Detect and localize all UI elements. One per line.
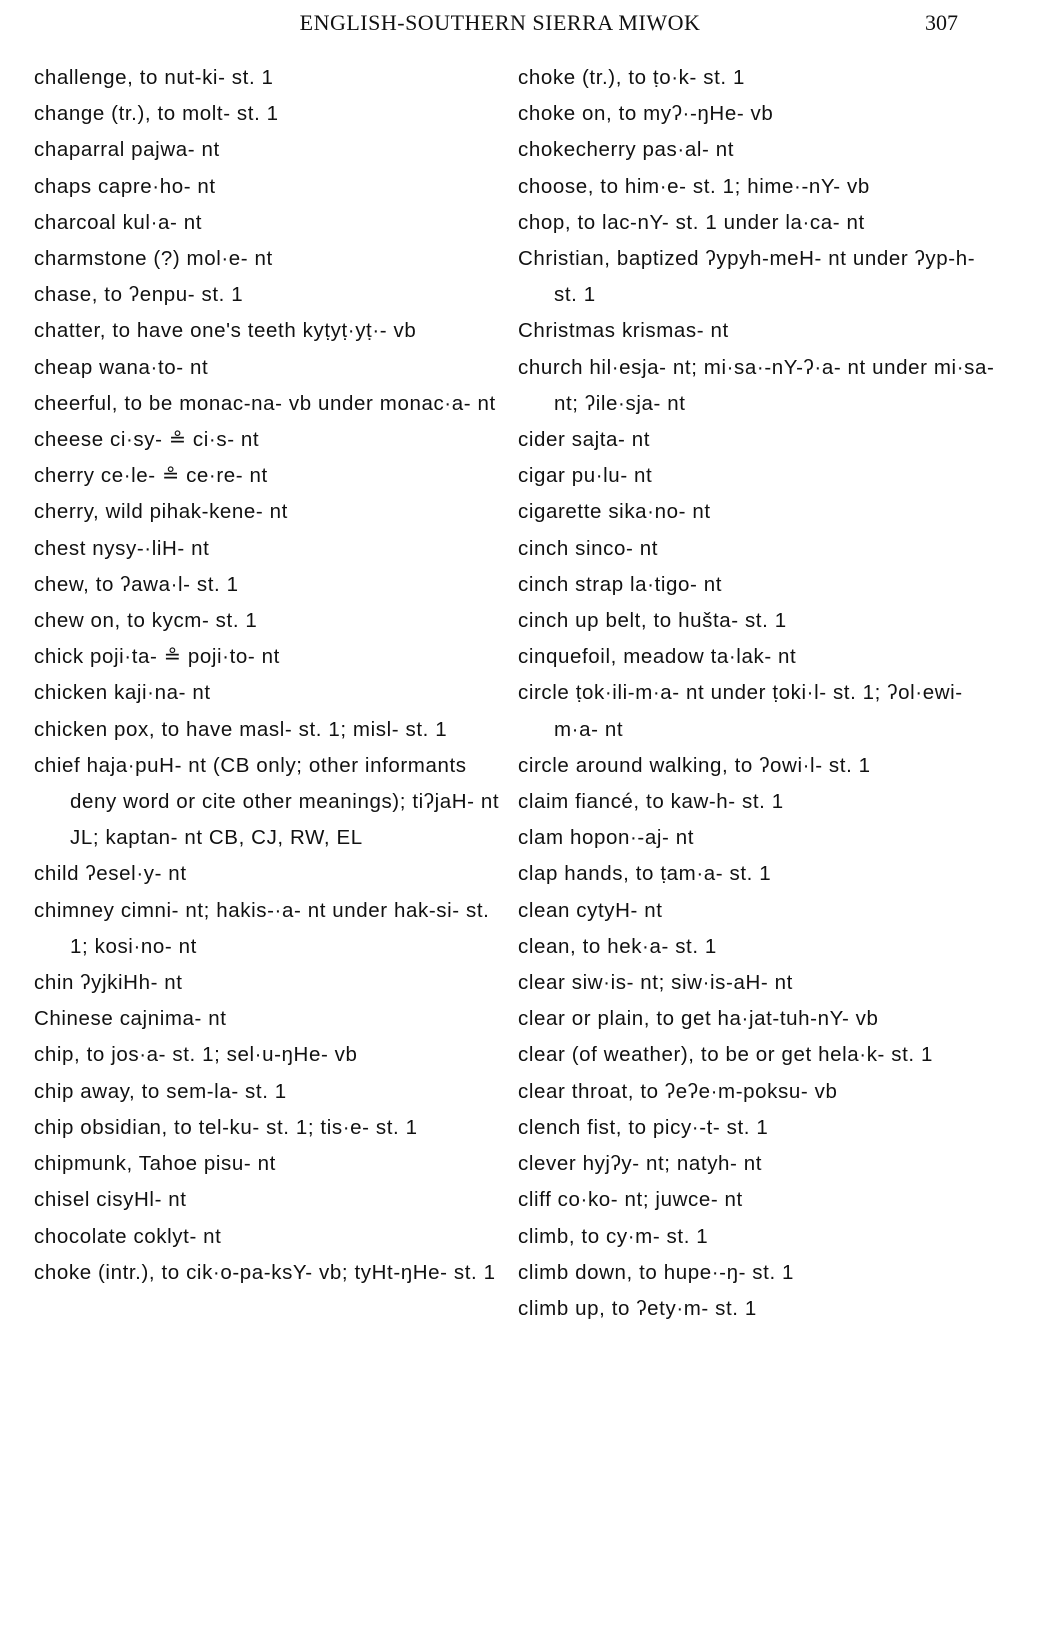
dictionary-entry: chop, to lac-nY- st. 1 under la·ca- nt xyxy=(518,210,865,234)
dictionary-entry: clear siw·is- nt; siw·is-aH- nt xyxy=(518,971,793,995)
dictionary-entry: clean, to hek·a- st. 1 xyxy=(518,934,717,958)
dictionary-entry: choke on, to myʔ·-ŋHe- vb xyxy=(518,102,774,126)
page-header xyxy=(0,8,1048,38)
dictionary-entry: climb down, to hupe·-ŋ- st. 1 xyxy=(518,1260,795,1284)
dictionary-entry: cinch up belt, to hušta- st. 1 xyxy=(518,609,787,633)
dictionary-entry: choke (tr.), to ṭo·k- st. 1 xyxy=(518,66,745,89)
left-column xyxy=(34,60,504,1291)
dictionary-entry: cheese ci·sy- ≗ ci·s- nt xyxy=(34,428,260,452)
dictionary-entry: clear (of weather), to be or get hela·k- st. 1 xyxy=(518,1043,933,1067)
dictionary-entry: chew, to ʔawa·l- st. 1 xyxy=(34,572,239,596)
page-number: 307 xyxy=(925,10,958,35)
dictionary-entry: chew on, to kycm- st. 1 xyxy=(34,609,258,633)
dictionary-entry: climb, to cy·m- st. 1 xyxy=(518,1224,709,1248)
dictionary-entry: church hil·esja- nt; mi·sa·-nY-ʔ·a- nt under mi·sa- nt; ʔile·sja- nt xyxy=(518,355,995,415)
dictionary-entry: Christian, baptized ʔypyh-meH- nt under ʔyp-h- st. 1 xyxy=(518,247,976,307)
dictionary-entry: clench fist, to picy·-t- st. 1 xyxy=(518,1115,769,1139)
dictionary-entry: change (tr.), to molt- st. 1 xyxy=(34,102,279,126)
dictionary-entry: cinch sinco- nt xyxy=(518,536,659,560)
dictionary-entry: chase, to ʔenpu- st. 1 xyxy=(34,283,244,307)
dictionary-entry: cinquefoil, meadow ta·lak- nt xyxy=(518,645,797,669)
dictionary-entry: cheap wana·to- nt xyxy=(34,355,209,379)
dictionary-entry: chipmunk, Tahoe pisu- nt xyxy=(34,1152,276,1176)
dictionary-entry: chip obsidian, to tel-ku- st. 1; tis·e- st. 1 xyxy=(34,1115,418,1139)
dictionary-entry: chaparral pajwa- nt xyxy=(34,138,220,162)
dictionary-entry: chip, to jos·a- st. 1; sel·u-ŋHe- vb xyxy=(34,1043,358,1067)
dictionary-entry: charmstone (?) mol·e- nt xyxy=(34,247,273,271)
dictionary-entry: choke (intr.), to cik·o-pa-ksY- vb; tyHt-ŋHe- st. 1 xyxy=(34,1260,496,1284)
dictionary-entry: cherry ce·le- ≗ ce·re- nt xyxy=(34,464,268,488)
dictionary-entry: chocolate coklyt- nt xyxy=(34,1224,222,1248)
dictionary-entry: clam hopon·-aj- nt xyxy=(518,826,695,850)
dictionary-entry: Christmas krismas- nt xyxy=(518,319,729,343)
dictionary-entry: choose, to him·e- st. 1; hime·-nY- vb xyxy=(518,174,870,198)
dictionary-entry: clever hyjʔy- nt; natyh- nt xyxy=(518,1152,763,1176)
dictionary-entry: chip away, to sem-la- st. 1 xyxy=(34,1079,287,1103)
dictionary-entry: chimney cimni- nt; hakis-·a- nt under hak-si- st. 1; kosi·no- nt xyxy=(34,898,490,958)
dictionary-entry: circle ṭok·ili-m·a- nt under ṭoki·l- st. 1; ʔol·ewi-m·a- nt xyxy=(518,681,963,741)
dictionary-entry: chest nysy-·liH- nt xyxy=(34,536,210,560)
dictionary-entry: cliff co·ko- nt; juwce- nt xyxy=(518,1188,743,1212)
dictionary-entry: challenge, to nut-ki- st. 1 xyxy=(34,66,274,89)
dictionary-entry: chick poji·ta- ≗ poji·to- nt xyxy=(34,645,280,669)
dictionary-entry: cigarette sika·no- nt xyxy=(518,500,711,524)
dictionary-entry: charcoal kul·a- nt xyxy=(34,210,203,234)
right-column xyxy=(518,60,998,1327)
dictionary-entry: cider sajta- nt xyxy=(518,428,651,452)
dictionary-entry: chief haja·puH- nt (CB only; other informants deny word or cite other meanings); tiʔjaH- nt JL; kaptan- nt CB, CJ, RW, EL xyxy=(34,753,500,850)
dictionary-entry: child ʔesel·y- nt xyxy=(34,862,187,886)
dictionary-entry: chicken pox, to have masl- st. 1; misl- st. 1 xyxy=(34,717,448,741)
dictionary-entry: cherry, wild pihak-kene- nt xyxy=(34,500,288,524)
dictionary-entry: clean cytyH- nt xyxy=(518,898,663,922)
running-title: ENGLISH-SOUTHERN SIERRA MIWOK xyxy=(299,10,701,35)
dictionary-entry: clear or plain, to get ha·jat-tuh-nY- vb xyxy=(518,1007,879,1031)
dictionary-entry: circle around walking, to ʔowi·l- st. 1 xyxy=(518,753,871,777)
dictionary-entry: chicken kaji·na- nt xyxy=(34,681,211,705)
dictionary-entry: cheerful, to be monac-na- vb under monac·a- nt xyxy=(34,391,496,415)
dictionary-entry: chisel cisyHl- nt xyxy=(34,1188,187,1212)
dictionary-entry: cinch strap la·tigo- nt xyxy=(518,572,723,596)
dictionary-entry: clear throat, to ʔeʔe·m-poksu- vb xyxy=(518,1079,838,1103)
dictionary-entry: cigar pu·lu- nt xyxy=(518,464,653,488)
dictionary-entry: chatter, to have one's teeth kyṭyṭ·yṭ·- vb xyxy=(34,319,417,343)
dictionary-entry: chaps capre·ho- nt xyxy=(34,174,216,198)
dictionary-entry: chin ʔyjkiHh- nt xyxy=(34,971,183,995)
dictionary-entry: Chinese cajnima- nt xyxy=(34,1007,227,1031)
dictionary-entry: climb up, to ʔety·m- st. 1 xyxy=(518,1296,757,1320)
dictionary-entry: clap hands, to ṭam·a- st. 1 xyxy=(518,862,772,886)
dictionary-entry: chokecherry pas·al- nt xyxy=(518,138,735,162)
dictionary-entry: claim fiancé, to kaw-h- st. 1 xyxy=(518,790,784,814)
